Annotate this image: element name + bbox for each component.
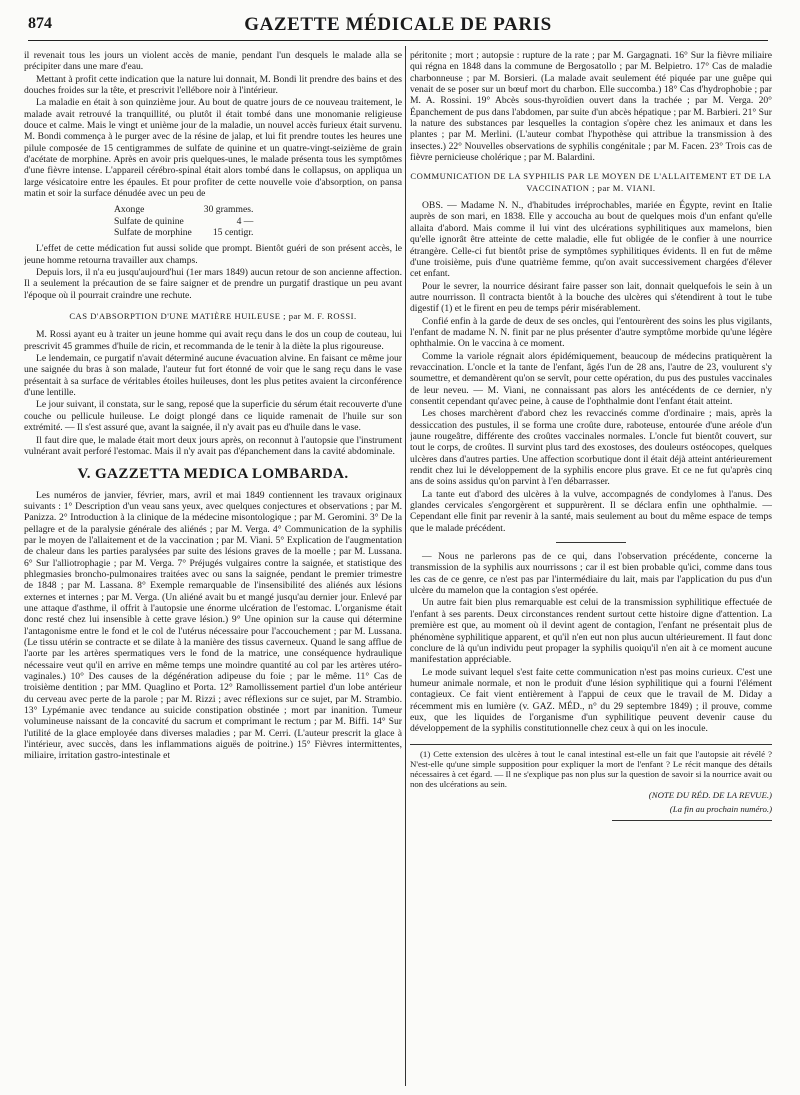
footnote <box>410 744 772 821</box>
left-column <box>24 50 402 1095</box>
recipe-quantity: 30 grammes. <box>203 204 254 216</box>
right-column <box>410 50 772 1095</box>
recipe-ingredient: Sulfate de morphine <box>114 227 192 239</box>
footnote-signature: (NOTE DU RÉD. DE LA REVUE.) <box>648 790 772 801</box>
viani-paragraph: Comme la variole régnait alors épidémiquement, beaucoup de médecins pratiquèrent la revaccination. L'oncle et la tante de l'enfant, âgés l'un de 28 ans, l'autre de 23, voulurent s'y soumettre, et demandèrent qu'on se servît, pour cette opération, du pus des pustules vaccinales de leur neveu. — M. Viani, ne connaissant pas alors les antécédents de ce dernier, n'y consentit cependant qu'avec peine, à cause de l'ophthalmie dont l'enfant était atteint. <box>410 350 772 407</box>
intro-paragraph: La maladie en était à son quinzième jour. Au bout de quatre jours de ce nouveau traitement, le malade avait retrouvé la tranquillité, ou plutôt il était tombé dans une monomanie religieuse douce et calme. Mais le vingt et unième jour de la maladie, un nouvel accès furieux était survenu. M. Bondi commença à le purger avec de la résine de jalap, et lui fit prendre toutes les heures une pilule composée de 15 centigrammes de sulfate de quinine et un quatre-vingt-seizième de grain d'acétate de morphine. Après en avoir pris quelques-unes, le malade présenta tous les symptômes d'une fièvre intense. L'appareil cérébro-spinal était alors tombé dans le collapsus, on appliqua un large vésicatoire entre les épaules. Et pour profiter de cette nouvelle voie d'absorption, on pansa matin et soir la surface dénudée avec un peu de <box>24 97 402 200</box>
recipe-table <box>114 204 257 238</box>
discussion-paragraph: Un autre fait bien plus remarquable est celui de la transmission syphilitique effectuée de l'enfant à ses parents. Deux circonstances rendent surtout cette histoire digne d'attention. La première est que, au moment où il devint agent de contagion, l'enfant ne présentait plus de phénomène syphilitique apparent, et qu'il n'en eut non plus aucun ultérieurement. Il faut donc conclure de là qu'un individu peut propager la syphilis quoiqu'il n'en ait à ce moment aucune manifestation appréciable. <box>410 597 772 666</box>
lombarda-paragraph: Les numéros de janvier, février, mars, avril et mai 1849 contiennent les travaux originaux suivants : 1° Description d'un veau sans yeux, avec quelques conjectures et observations ; par M. Panizza. 2° Introduction à la clinique de la médecine misontologique ; par M. Geromini. 3° De la pellagre et de la paralysie générale des aliénés ; par M. Verga. 4° Communication de la syphilis par le moyen de l'allaitement et de la vaccination ; par M. Viani. 5° Explication de l'augmentation de chaleur dans les parties paralysées par suite des lésions graves de la moelle ; par M. Lussana. 6° Sur l'alliotrophagie ; par M. Verga. 7° Préjugés vulgaires contre la saignée, et statistique des phlegmasies broncho-pulmonaires traitées avec ou sans la saignée, pendant le premier trimestre de 1848 ; par M. Lassana. 8° Exemple remarquable de l'insensibilité des aliénés aux lésions externes et internes ; par M. Verga. (Un aliéné avait bu et mangé jusqu'au dernier jour. Enlevé par une attaque d'asthme, il offrit à l'autopsie une énorme ulcération de l'estomac. L'organisme était donc resté chez lui insensible à cette grave lésion.) 9° Une opinion sur la cause qui détermine l'antagonisme entre le fond et le col de l'utérus nécessaire pour l'accouchement ; par M. Lussana. (Le tissu utérin se contracte et se dilate à la manière des tissus caverneux. Quand le sang afflue de l'aorte par les artères spermatiques vers le fond de la matrice, une conséquence hydraulique nécessaire veut qu'il en arrive en même temps une moindre quantité au col par les artères utéro-vaginales.) 10° Des causes de la dégénération adipeuse du foie ; par le même. 11° Cas de troisième dentition ; par MM. Quaglino et Porta. 12° Ramollissement partiel d'un lobe antérieur du cerveau avec perte de la parole ; par M. Rizzi ; avec réflexions sur ce sujet, par M. Strambio. 13° Lypémanie avec tendance au suicide constipation obstinée ; mort par inanition. Tumeur volumineuse naissant de la concavité du sacrum et comprimant le rectum ; par M. Biffi. 14° Sur l'utilité de la glace employée dans diverses maladies ; par M. Cerri. (L'auteur prescrit la glace à l'intérieur, avec succès, dans les inflammations aiguës de poitrine.) 15° Fièvres intermittentes, miliaire, irritation gastro-intestinale et <box>24 489 402 762</box>
intro-paragraph: il revenait tous les jours un violent accès de manie, pendant l'un desquels le malade alla se précipiter dans une mare d'eau. <box>24 50 402 73</box>
viani-paragraph: Pour le sevrer, la nourrice désirant faire passer son lait, donnait quelquefois le sein à un autre nourrisson. Il contracta bientôt à la bouche des ulcères qui s'étendirent à tout le tube digestif (1) et le firent en peu de temps périr misérablement. <box>410 280 772 315</box>
end-rule <box>612 820 772 821</box>
recipe-row <box>114 227 257 238</box>
recipe-ingredient: Axonge <box>114 204 145 216</box>
recipe-row <box>114 216 257 227</box>
viani-paragraph: Les choses marchèrent d'abord chez les revaccinés comme d'ordinaire ; mais, après la dessiccation des pustules, il se forma une croûte dure, raboteuse, entourée d'une aréole d'un jaune rougeâtre, différente des croûtes vaccinales normales. L'oncle fut bientôt couvert, sur tout le corps, de croûtes. Il survint plus tard des exostoses, des douleurs ostéocopes, quelques ulcères dans d'autres parties. Une affection scorbutique dont il était déjà atteint antérieurement rendit chez lui le développement de la syphilis encore plus grave. Et ce ne fut qu'après cinq ans de soins assidus qu'on parvint à l'en débarrasser. <box>410 408 772 488</box>
journal-title: GAZETTE MÉDICALE DE PARIS <box>244 14 552 35</box>
recipe-ingredient: Sulfate de quinine <box>114 215 184 227</box>
section-heading: V. GAZZETTA MEDICA LOMBARDA. <box>77 466 349 483</box>
viani-paragraph: Confié enfin à la garde de deux de ses oncles, qui l'entourèrent des soins les plus vigilants, l'enfant de madame N. N. finit par ne plus présenter d'autre symptôme morbide qu'une légère ophthalmie. On le vaccina à ce moment. <box>410 315 772 350</box>
to-be-continued: (La fin au prochain numéro.) <box>669 803 772 814</box>
recipe-quantity: 15 centigr. <box>212 227 254 239</box>
rossi-paragraph: Il faut dire que, le malade était mort deux jours après, on reconnut à l'autopsie que l'instrument vulnérant avait perforé l'estomac. Mais il n'y avait pas d'épanchement dans la cavité abdominale. <box>24 434 402 457</box>
page-number: 874 <box>28 15 52 32</box>
continuation-paragraph: péritonite ; mort ; autopsie : rupture de la rate ; par M. Gargagnati. 16° Sur la fièvre miliaire qui régna en 1848 dans la commune de Bergosatollo ; par M. Belpietro. 17° Cas de maladie charbonneuse ; par M. Borsieri. (La malade avait seulement été piquée par une guêpe qui venait de se poser sur un bœuf mort du charbon. Elle succomba.) 18° Cas d'hydrophobie ; par M. A. Rossini. 19° Abcès sous-thyroïdien ouvert dans la trachée ; par M. Verga. 20° Épanchement de pus dans l'abdomen, par suite d'un abcès hépatique ; par M. Barbieri. 21° Sur la nature des substances par lesquelles la contagion s'opère chez les animaux et dans les plantes ; par M. Merlini. (L'auteur combat l'hypothèse qui attribue la transmission à des insectes.) 22° Nouvelles observations de syphilis congénitale ; par M. Facen. 23° Trois cas de fièvre pernicieuse cholérique ; par M. Balardini. <box>410 50 772 164</box>
discussion-paragraph: Le mode suivant lequel s'est faite cette communication n'est pas moins curieux. C'est une humeur animale normale, et non le produit d'une lésion syphilitique qui a fourni l'élément contagieux. Ce fait vient entièrement à l'appui de ceux que le travail de M. Diday a récemment mis en lumière (v. GAZ. MÉD., n° du 29 septembre 1849) ; il prouve, comme eux, que les liquides de l'organisme d'un syphilitique peuvent devenir cause du développement de la syphilis constitutionnelle chez ceux à qui on les inocule. <box>410 666 772 735</box>
viani-paragraph: OBS. — Madame N. N., d'habitudes irréprochables, mariée en Égypte, revint en Italie auprès de son mari, en 1838. Elle y accoucha au bout de quelques mois d'un enfant qu'elle allaita d'abord. Mais comme il lui vint des ulcérations syphilitiques aux mamelons, bien qu'elle ignorât être atteinte de cette maladie, elle fut obligée de le confier à une nourrice étrangère. Celle-ci fut bientôt prise de symptômes syphilitiques évidents. Il en fut de même d'une troisième, puis d'une quatrième femme, qu'on avait successivement chargées d'élever cet enfant. <box>410 200 772 280</box>
rossi-article-title: CAS D'ABSORPTION D'UNE MATIÈRE HUILEUSE ; par M. F. ROSSI. <box>69 311 357 322</box>
section-divider <box>556 542 626 543</box>
recipe-quantity: 4 — <box>236 215 254 227</box>
rossi-paragraph: Le jour suivant, il constata, sur le sang, reposé que la superficie du sérum était recouverte d'une couche ou pellicule huileuse. Le doigt plongé dans ce liquide ramenait de l'huile sur son extrémité. — Il s'est assuré que, avant la saignée, il n'y avait pas eu d'huile dans le vase. <box>24 399 402 434</box>
viani-paragraph: La tante eut d'abord des ulcères à la vulve, accompagnés de condylomes à l'anus. Des glandes cervicales s'engorgèrent et suppurèrent. Il se déclara enfin une ophthalmie. — Cependant elle finit par revenir à la santé, mais seulement au bout du même espace de temps que le malade précédent. <box>410 488 772 534</box>
rossi-paragraph: M. Rossi ayant eu à traiter un jeune homme qui avait reçu dans le dos un coup de couteau, lui prescrivit 45 grammes d'huile de ricin, et recommanda de le tenir à la diète la plus rigoureuse. <box>24 329 402 352</box>
viani-article-title: COMMUNICATION DE LA SYPHILIS PAR LE MOYEN DE L'ALLAITEMENT ET DE LA VACCINATION ; par M. VIANI. <box>410 171 772 193</box>
intro-paragraph: Mettant à profit cette indication que la nature lui donnait, M. Bondi lit prendre des bains et des douches froides sur la tête, et prescrivit l'ellébore noir à l'intérieur. <box>24 73 402 97</box>
page-header <box>28 14 768 41</box>
recipe-row <box>114 204 257 215</box>
column-rule <box>405 46 406 1086</box>
footnote-text: (1) Cette extension des ulcères à tout le canal intestinal est-elle un fait que l'autopsie ait révélé ? N'est-elle qu'une simple supposition pour expliquer la mort de l'enfant ? Le récit manque des détails nécessaires à cet égard. — Il ne s'explique pas non plus sur la question de savoir si la nourrice avait ou non des ulcérations au sein. <box>410 748 772 790</box>
discussion-paragraph: — Nous ne parlerons pas de ce qui, dans l'observation précédente, concerne la transmission de la syphilis aux nourrissons ; car il est bien probable qu'ici, comme dans tous les cas de ce genre, ce n'est pas par l'intermédiaire du lait, mais par l'application du pus d'un ulcère du mamelon que la contagion s'est opérée. <box>410 551 772 597</box>
body-paragraph: L'effet de cette médication fut aussi solide que prompt. Bientôt guéri de son présent accès, le jeune homme retourna travailler aux champs. <box>24 243 402 266</box>
rossi-paragraph: Le lendemain, ce purgatif n'avait déterminé aucune évacuation alvine. En faisant ce même jour une saignée du bras à son malade, l'auteur fut fort étonné de voir que le sang reçu dans le vase présentait à sa surface de véritables étoiles huileuses, dont les plus petites avaient la circonférence d'une lentille. <box>24 353 402 399</box>
body-paragraph: Depuis lors, il n'a eu jusqu'aujourd'hui (1er mars 1849) aucun retour de son ancienne affection. Il a seulement la précaution de se faire saigner et de prendre un purgatif drastique un peu avant l'époque où il pourrait craindre une rechute. <box>24 267 402 301</box>
